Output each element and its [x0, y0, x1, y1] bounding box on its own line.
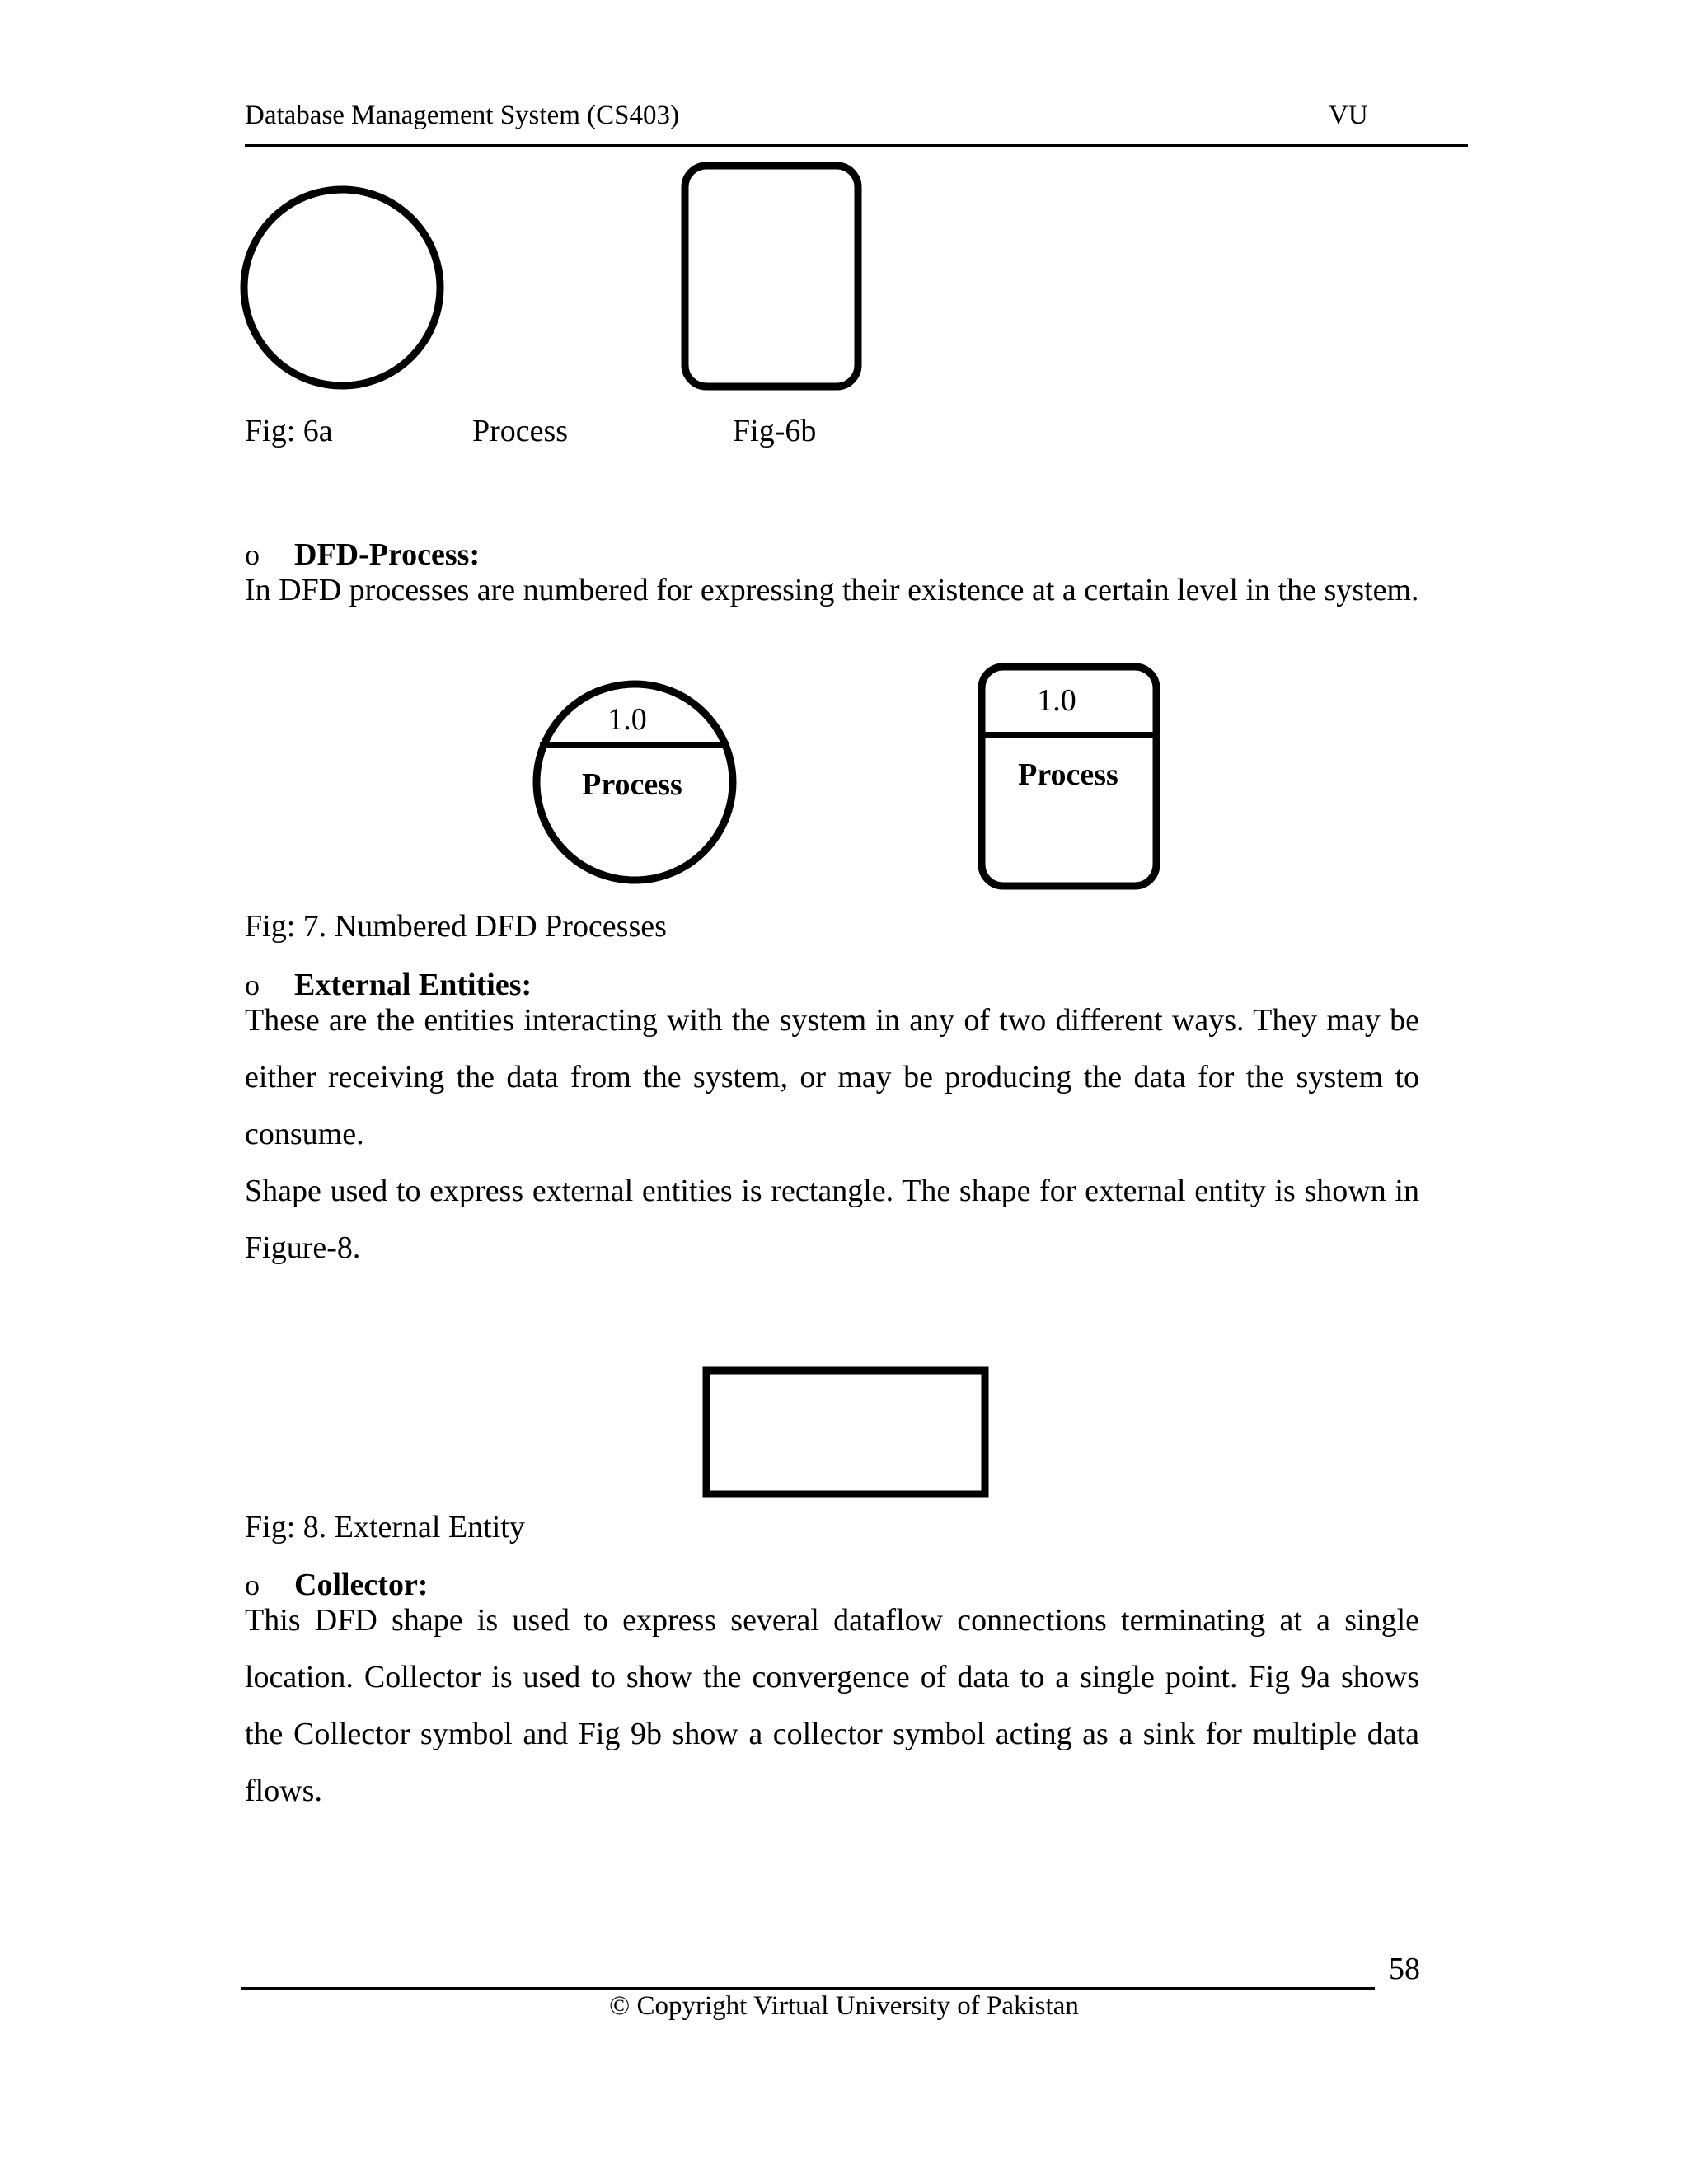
fig-7-numbered-process-box [978, 663, 1160, 890]
fig-8-external-entity-rect [702, 1366, 989, 1498]
header-rule [245, 144, 1468, 147]
fig-7-circle-number: 1.0 [607, 702, 647, 737]
header-title: Database Management System (CS403) [245, 101, 679, 130]
bullet-marker: o [245, 1568, 260, 1601]
external-entities-text-1: These are the entities interacting with the system in any of two different ways. They may be either receiving the data from the system, or may be producing the data for the system to consume. [245, 1003, 1419, 1151]
fig-6b-caption: Fig-6b [733, 414, 817, 448]
fig-7-caption: Fig: 7. Numbered DFD Processes [245, 909, 667, 944]
external-entities-paragraph [245, 992, 1419, 1277]
fig-7-box-label: Process [1018, 757, 1118, 792]
collector-text: This DFD shape is used to express several dataflow connections terminating at a single location. Collector is used to show the convergence of data to a single point. Fig 9a shows the Collector symbol and Fig 9b show a collector symbol acting as a sink for multiple data flows. [245, 1603, 1419, 1808]
page-number: 58 [1389, 1952, 1420, 1986]
external-entities-heading: External Entities: [294, 968, 532, 1002]
fig-6b-process-rounded-rect [681, 162, 862, 391]
collector-heading: Collector: [294, 1568, 429, 1602]
fig-8-caption: Fig: 8. External Entity [245, 1510, 525, 1544]
copyright-notice: © Copyright Virtual University of Pakistan [609, 1991, 1079, 2021]
dfd-process-paragraph [245, 562, 1419, 619]
external-entities-text-2: Shape used to express external entities is rectangle. The shape for external entity is shown in Figure-8. [245, 1174, 1419, 1265]
dfd-process-heading: DFD-Process: [294, 537, 481, 572]
fig-6a-process-circle [239, 185, 445, 391]
fig-6-process-label: Process [472, 414, 569, 448]
header-vu: VU [1329, 101, 1368, 130]
bullet-marker: o [245, 968, 260, 1001]
fig-6a-caption: Fig: 6a [245, 414, 333, 448]
fig-7-numbered-process-circle [532, 679, 738, 885]
fig-7-box-number: 1.0 [1037, 683, 1076, 718]
dfd-process-text: In DFD processes are numbered for expressing their existence at a certain level in the system. [245, 573, 1419, 607]
bullet-marker: o [245, 538, 260, 571]
fig-7-circle-label: Process [582, 767, 682, 802]
collector-paragraph [245, 1592, 1419, 1820]
